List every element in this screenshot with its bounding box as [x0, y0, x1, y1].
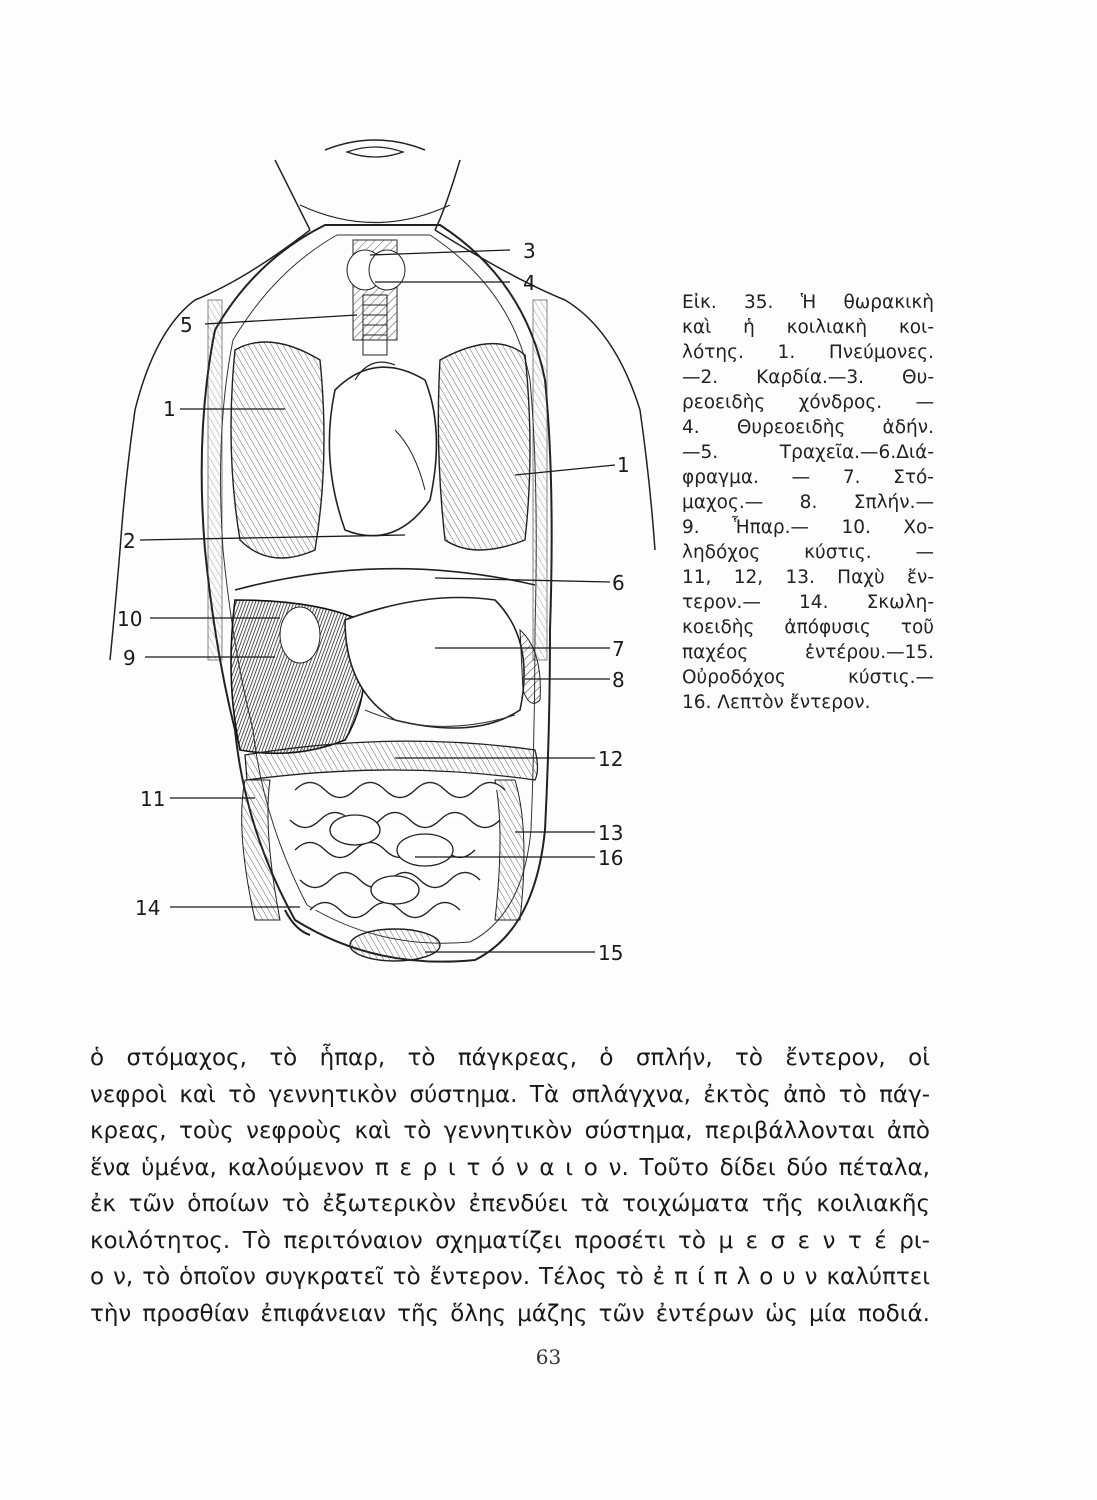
caption-line: μαχος.— 8. Σπλήν.— [682, 492, 934, 513]
chin-outline [325, 140, 425, 150]
caption-line: ληδόχος κύστις. — [682, 542, 934, 563]
right-lung [438, 344, 530, 550]
caption-line: 9. Ἧπαρ.— 10. Χο- [682, 517, 934, 538]
figure-label: 2 [123, 529, 136, 553]
text-line: ὁ στόμαχος, τὸ ἧπαρ, τὸ πάγκρεας, ὁ σπλήν, τὸ ἔντερον, οἱ [90, 1045, 930, 1071]
anatomy-figure [95, 130, 670, 1010]
text-line: ἐκ τῶν ὁποίων τὸ ἐξωτερικὸν ἐπενδύει τὰ τοιχώματα τῆς κοιλιακῆς [90, 1191, 930, 1217]
heart [329, 367, 436, 536]
thyroid-trachea [347, 240, 405, 355]
caption-line: Οὐροδόχος κύστις.— [682, 667, 934, 688]
caption-line: ρεοειδὴς χόνδρος. — [682, 392, 934, 413]
caption-line: παχέος ἐντέρου.—15. [682, 642, 934, 663]
figure-label: 9 [123, 646, 136, 670]
figure-label: 10 [117, 607, 143, 631]
small-intestine [290, 783, 505, 918]
descending-colon [495, 780, 524, 920]
figure-label: 5 [180, 313, 193, 337]
figure-label: 16 [598, 846, 624, 870]
body-paragraph [90, 1040, 930, 1332]
figure-label: 11 [140, 787, 166, 811]
text-line: νεφροὶ καὶ τὸ γεννητικὸν σύστημα. Τὰ σπλάγχνα, ἐκτὸς ἀπὸ τὸ πάγ- [90, 1081, 930, 1108]
figure-label: 8 [612, 668, 625, 692]
bladder [350, 929, 440, 961]
figure-label: 1 [617, 453, 630, 477]
caption-line: —2. Καρδία.—3. Θυ- [682, 367, 934, 388]
figure-label: 15 [598, 941, 624, 965]
text-line: τὴν προσθίαν ἐπιφάνειαν τῆς ὅλης μάζης τῶν ἐντέρων ὡς μία ποδιά. [90, 1300, 930, 1327]
caption-line: —5. Τραχεῖα.—6.Διά- [682, 442, 934, 463]
caption-line: 16. Λεπτὸν ἔντερον. [682, 692, 871, 713]
caption-line: κοειδὴς ἀπόφυσις τοῦ [682, 617, 934, 638]
figure-labels [117, 239, 630, 965]
figure-caption [682, 290, 934, 715]
page-number: 63 [535, 1345, 562, 1369]
torso-illustration [95, 130, 670, 1010]
gallbladder [280, 607, 320, 663]
caption-line: τερον.— 14. Σκωλη- [682, 592, 934, 613]
figure-label: 1 [163, 397, 176, 421]
stomach [345, 598, 524, 729]
caption-line: καὶ ἡ κοιλιακὴ κοι- [682, 317, 934, 338]
figure-label: 4 [523, 271, 536, 295]
caption-line: λότης. 1. Πνεύμονες. [682, 342, 934, 363]
figure-label: 14 [135, 896, 161, 920]
caption-line: 4. Θυρεοειδὴς ἀδήν. [682, 417, 934, 438]
caption-line: φραγμα. — 7. Στό- [682, 467, 934, 488]
text-line: ο ν, τὸ ὁποῖον συγκρατεῖ τὸ ἔντερον. Τέλος τὸ ἐ π ί π λ ο υ ν καλύπτει [90, 1264, 930, 1290]
text-line: κρεας, τοὺς νεφροὺς καὶ τὸ γεννητικὸν σύστημα, περιβάλλονται ἀπὸ [90, 1118, 930, 1144]
left-lung [231, 342, 324, 558]
text-line: ἕνα ὑμένα, καλούμενον π ε ρ ι τ ό ν α ι ο ν. Τοῦτο δίδει δύο πέταλα, [90, 1154, 930, 1181]
figure-label: 12 [598, 747, 624, 771]
caption-line: Εἰκ. 35. Ἡ θωρακικὴ [682, 292, 934, 313]
ascending-colon [242, 780, 280, 920]
figure-label: 3 [523, 239, 536, 263]
figure-label: 13 [598, 821, 624, 845]
figure-label: 6 [612, 571, 625, 595]
caption-line: 11, 12, 13. Παχὺ ἔν- [682, 567, 934, 588]
text-line: κοιλότητος. Τὸ περιτόναιον σχηματίζει προσέτι τὸ μ ε σ ε ν τ έ ρι- [90, 1227, 930, 1254]
figure-label: 7 [612, 637, 625, 661]
